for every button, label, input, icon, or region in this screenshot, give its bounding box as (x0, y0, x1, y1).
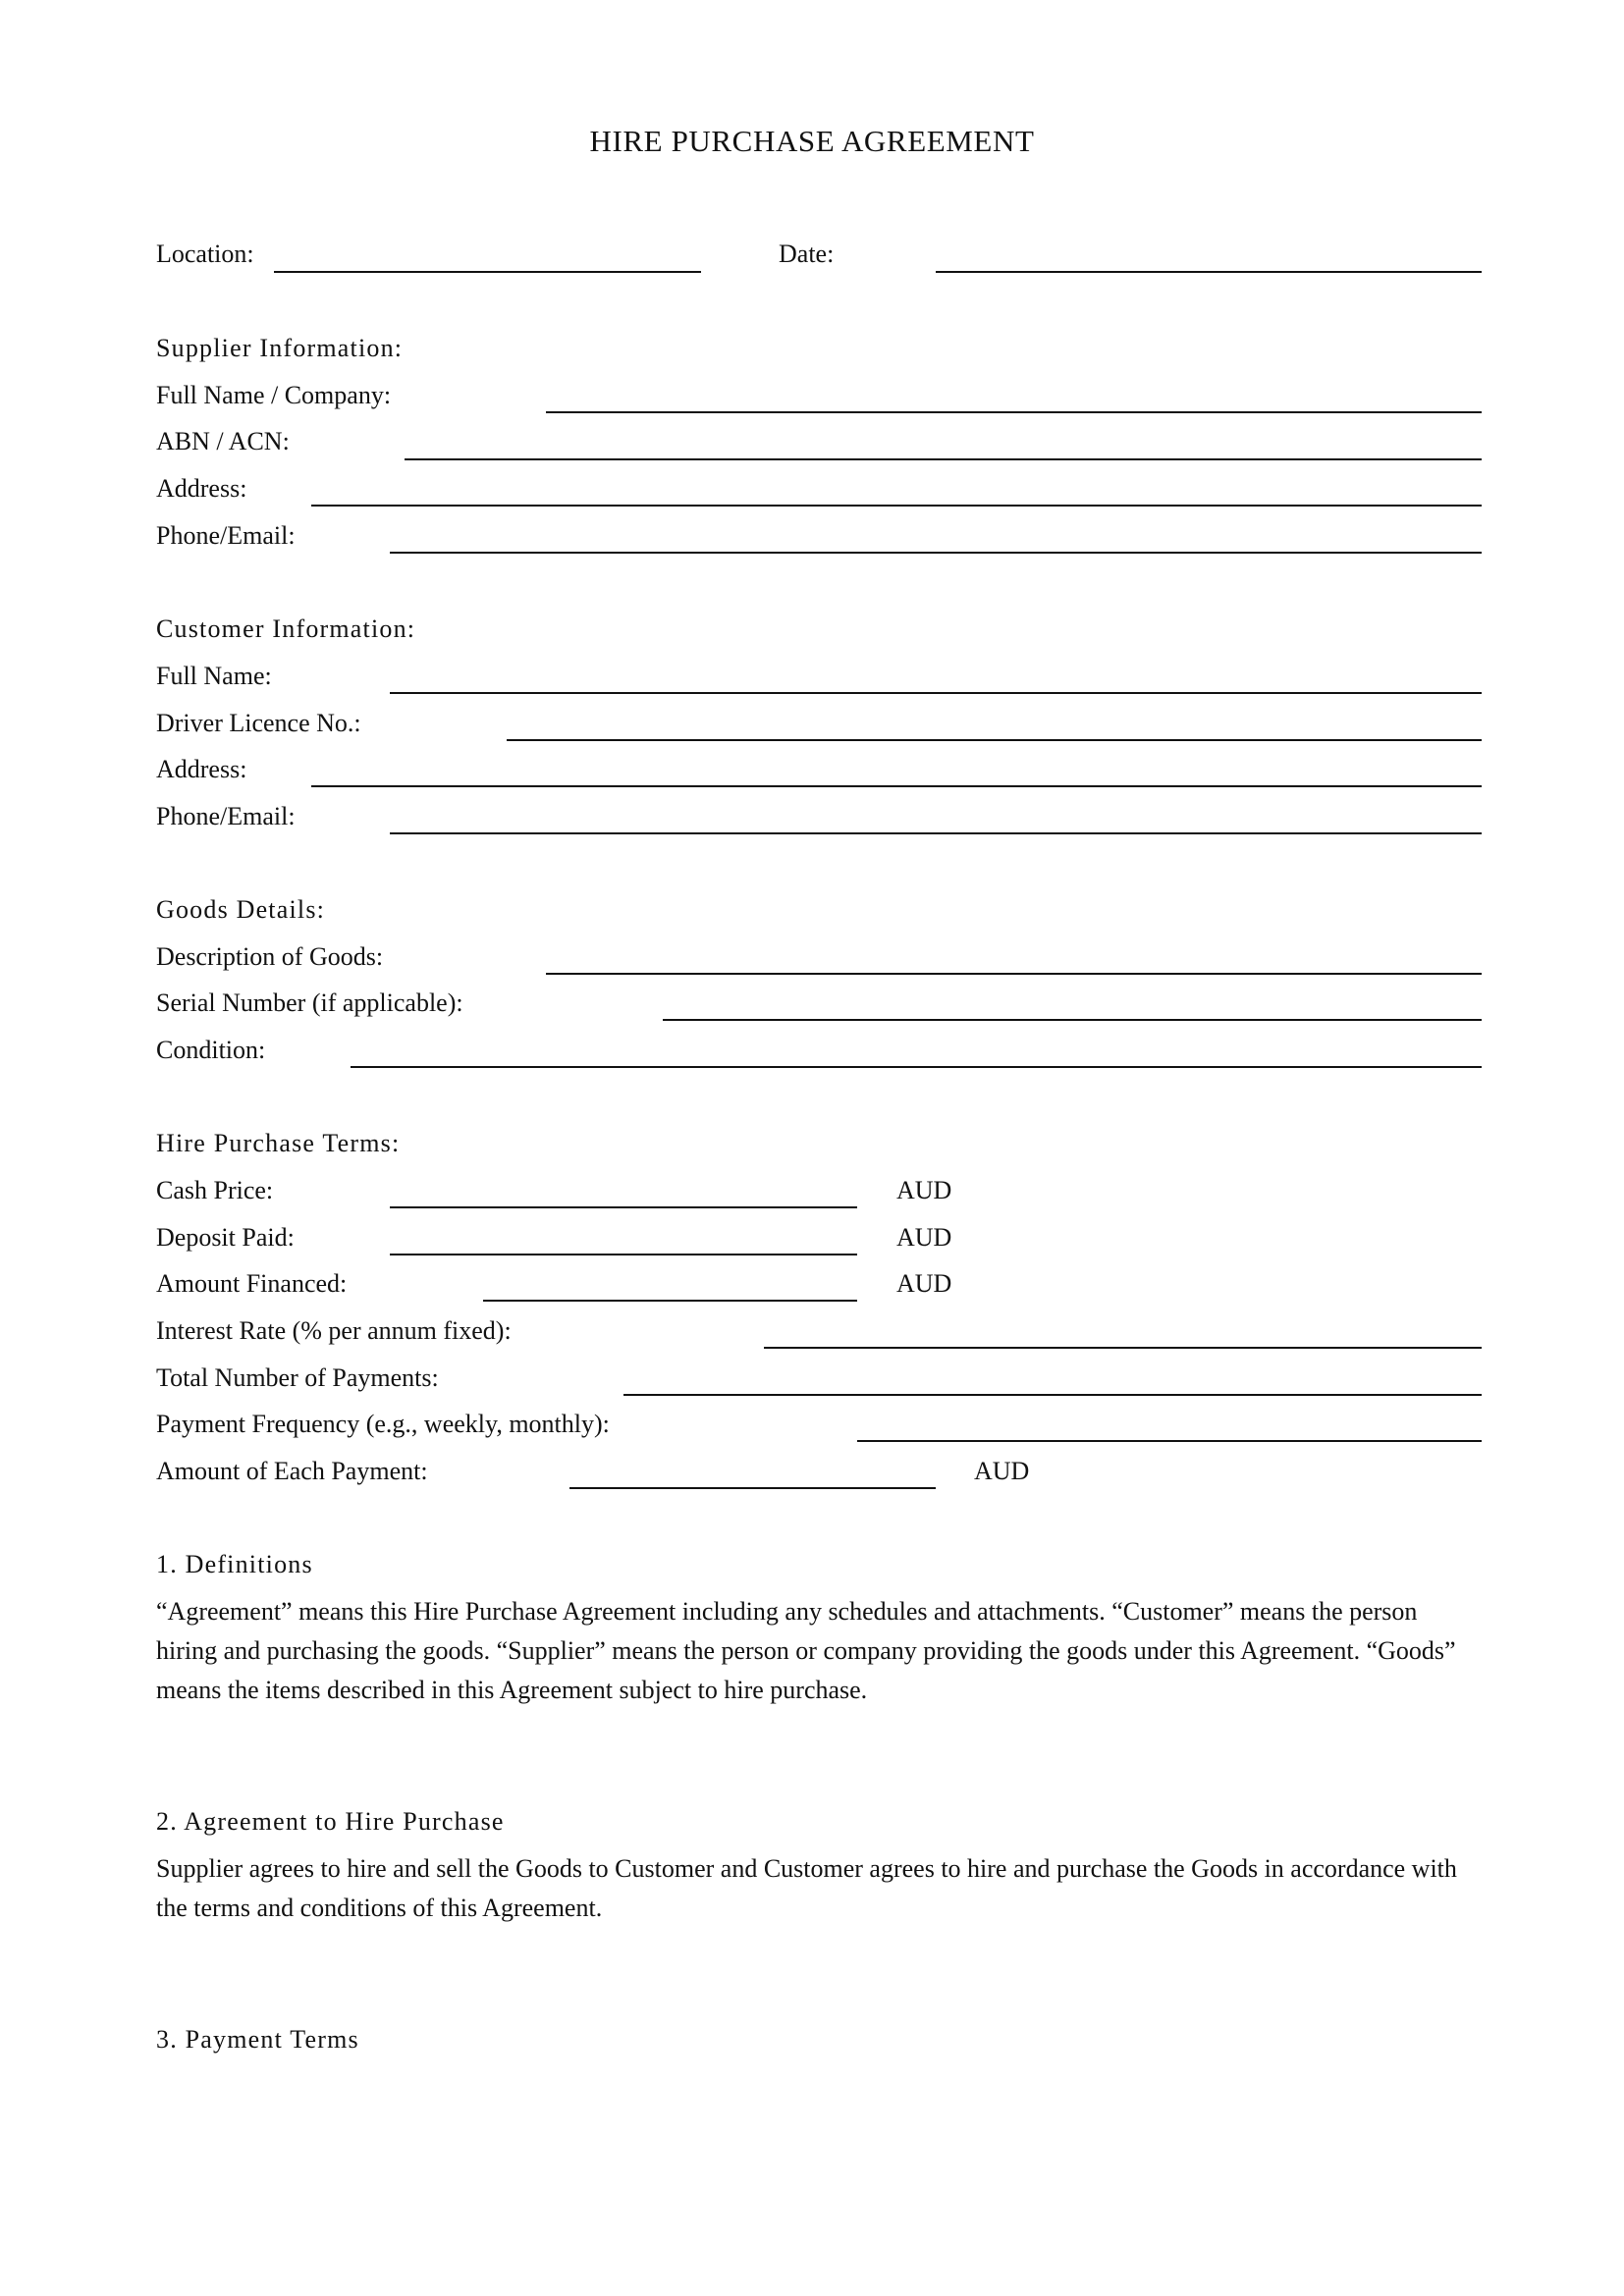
section-1-body: “Agreement” means this Hire Purchase Agreement including any schedules and attachments. “Customer” means the person hiring and purchasing the goods. “Supplier” means the person or company providing the goods under this Agreement. “Goods” means the items described in this Agreement subject to hire purchase. (156, 1597, 1456, 1704)
location-field[interactable] (274, 271, 701, 273)
customer-phone-email-field[interactable] (390, 832, 1482, 834)
customer-phone-email-label: Phone/Email: (156, 802, 296, 830)
total-payments-label: Total Number of Payments: (156, 1363, 439, 1392)
section-1-heading: 1. Definitions (156, 1550, 313, 1578)
goods-description-field[interactable] (546, 973, 1482, 975)
goods-description-label: Description of Goods: (156, 942, 384, 971)
goods-serial-field[interactable] (663, 1019, 1482, 1021)
date-field[interactable] (936, 271, 1482, 273)
goods-heading: Goods Details: (156, 895, 326, 924)
customer-licence-label: Driver Licence No.: (156, 709, 361, 737)
interest-rate-field[interactable] (764, 1347, 1482, 1349)
customer-address-field[interactable] (311, 785, 1482, 787)
amount-financed-currency: AUD (896, 1269, 952, 1298)
section-2-body: Supplier agrees to hire and sell the Goods to Customer and Customer agrees to hire and purchase the Goods in accordance with the terms and conditions of this Agreement. (156, 1854, 1457, 1922)
cash-price-field[interactable] (390, 1206, 857, 1208)
customer-full-name-label: Full Name: (156, 662, 272, 690)
goods-condition-label: Condition: (156, 1036, 266, 1064)
customer-address-label: Address: (156, 755, 247, 783)
section-3-heading: 3. Payment Terms (156, 2025, 359, 2054)
total-payments-field[interactable] (623, 1394, 1482, 1396)
amount-financed-label: Amount Financed: (156, 1269, 348, 1298)
location-label: Location: (156, 240, 254, 268)
interest-rate-label: Interest Rate (% per annum fixed): (156, 1316, 512, 1345)
supplier-address-field[interactable] (311, 505, 1482, 507)
supplier-full-name-field[interactable] (546, 411, 1482, 413)
deposit-paid-currency: AUD (896, 1223, 952, 1252)
deposit-paid-field[interactable] (390, 1254, 857, 1255)
section-2-heading: 2. Agreement to Hire Purchase (156, 1807, 505, 1836)
deposit-paid-label: Deposit Paid: (156, 1223, 295, 1252)
supplier-abn-label: ABN / ACN: (156, 427, 290, 455)
payment-frequency-field[interactable] (857, 1440, 1482, 1442)
supplier-phone-email-field[interactable] (390, 552, 1482, 554)
customer-licence-field[interactable] (507, 739, 1482, 741)
each-payment-field[interactable] (569, 1487, 936, 1489)
date-label: Date: (779, 240, 835, 268)
supplier-phone-email-label: Phone/Email: (156, 521, 296, 550)
amount-financed-field[interactable] (483, 1300, 857, 1302)
supplier-abn-field[interactable] (405, 458, 1482, 460)
supplier-full-name-label: Full Name / Company: (156, 381, 392, 409)
goods-condition-field[interactable] (351, 1066, 1482, 1068)
supplier-heading: Supplier Information: (156, 334, 404, 362)
document-title: HIRE PURCHASE AGREEMENT (589, 124, 1035, 158)
payment-frequency-label: Payment Frequency (e.g., weekly, monthly): (156, 1410, 610, 1438)
terms-heading: Hire Purchase Terms: (156, 1129, 401, 1157)
customer-heading: Customer Information: (156, 614, 416, 643)
customer-full-name-field[interactable] (390, 692, 1482, 694)
each-payment-currency: AUD (974, 1457, 1030, 1485)
goods-serial-label: Serial Number (if applicable): (156, 988, 463, 1017)
supplier-address-label: Address: (156, 474, 247, 503)
cash-price-label: Cash Price: (156, 1176, 274, 1204)
cash-price-currency: AUD (896, 1176, 952, 1204)
each-payment-label: Amount of Each Payment: (156, 1457, 428, 1485)
